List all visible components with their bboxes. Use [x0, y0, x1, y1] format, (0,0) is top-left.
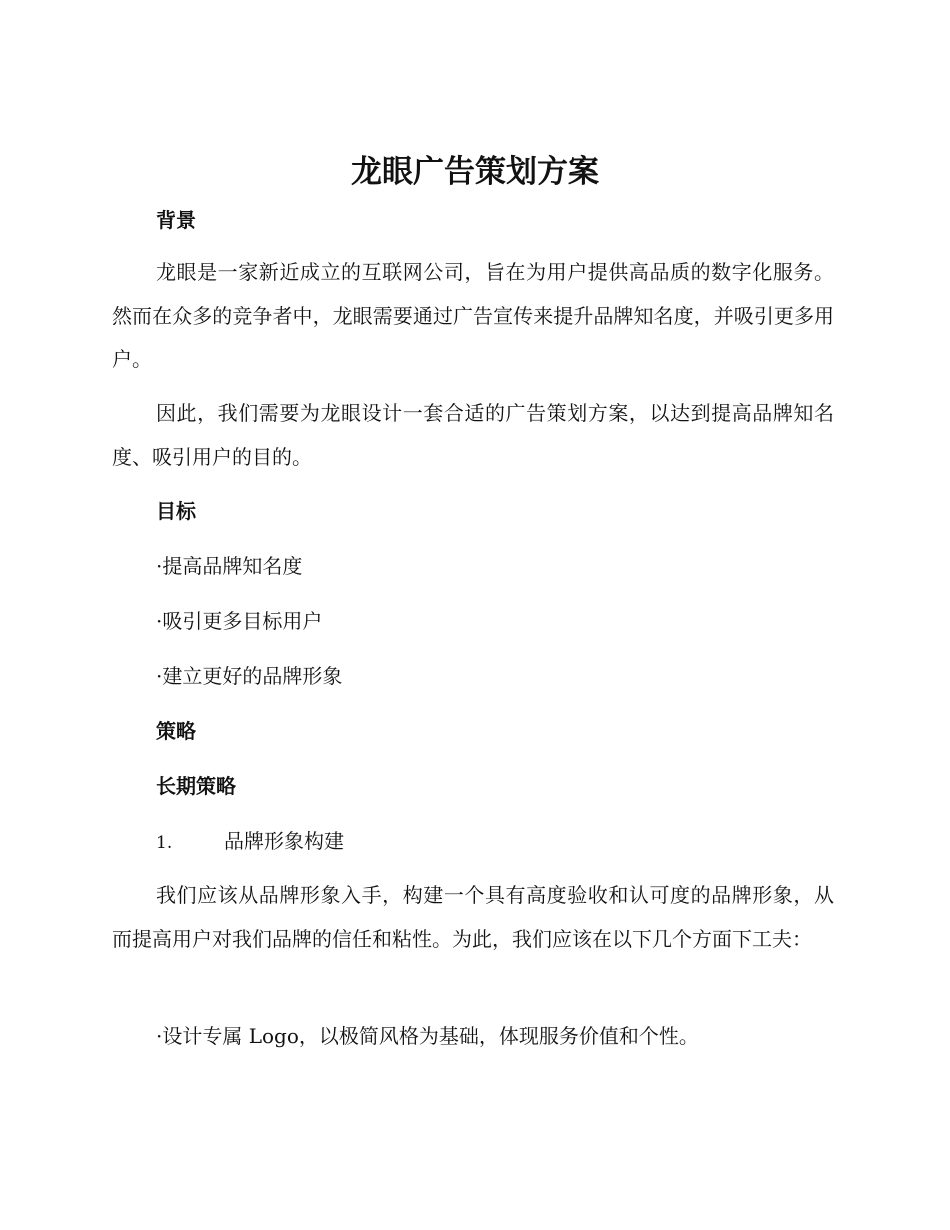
numbered-item-1 [156, 826, 344, 858]
heading-long-term-strategy: 长期策略 [156, 774, 236, 798]
goal-item-1 [156, 551, 302, 581]
goal-text: 提高品牌知名度 [162, 554, 303, 578]
bullet-dot-icon: · [156, 554, 163, 578]
goal-item-3 [156, 661, 342, 691]
bullet-dot-icon: · [156, 609, 163, 633]
goal-text: 建立更好的品牌形象 [162, 664, 343, 688]
document-title: 龙眼广告策划方案 [351, 154, 599, 190]
heading-goals: 目标 [156, 499, 196, 523]
paragraph-background-1: 龙眼是一家新近成立的互联网公司，旨在为用户提供高品质的数字化服务。然而在众多的竞争者中，龙眼需要通过广告宣传来提升品牌知名度，并吸引更多用户。 [112, 260, 834, 371]
item-label: 品牌形象构建 [224, 829, 344, 853]
paragraph-background-2: 因此，我们需要为龙眼设计一套合适的广告策划方案，以达到提高品牌知名度、吸引用户的目的。 [112, 401, 834, 469]
brand-bullet-1 [156, 1021, 699, 1051]
goal-text: 吸引更多目标用户 [162, 609, 323, 633]
bullet-text: 设计专属 Logo，以极简风格为基础，体现服务价值和个性。 [162, 1024, 699, 1048]
heading-strategy: 策略 [156, 719, 196, 743]
heading-background: 背景 [156, 208, 196, 232]
goal-item-2 [156, 606, 322, 636]
paragraph-brand-image: 我们应该从品牌形象入手，构建一个具有高度验收和认可度的品牌形象，从而提高用户对我们品牌的信任和粘性。为此，我们应该在以下几个方面下工夫： [112, 883, 834, 951]
bullet-dot-icon: · [156, 664, 163, 688]
item-number: 1. [156, 833, 173, 853]
bullet-dot-icon: · [156, 1024, 163, 1048]
